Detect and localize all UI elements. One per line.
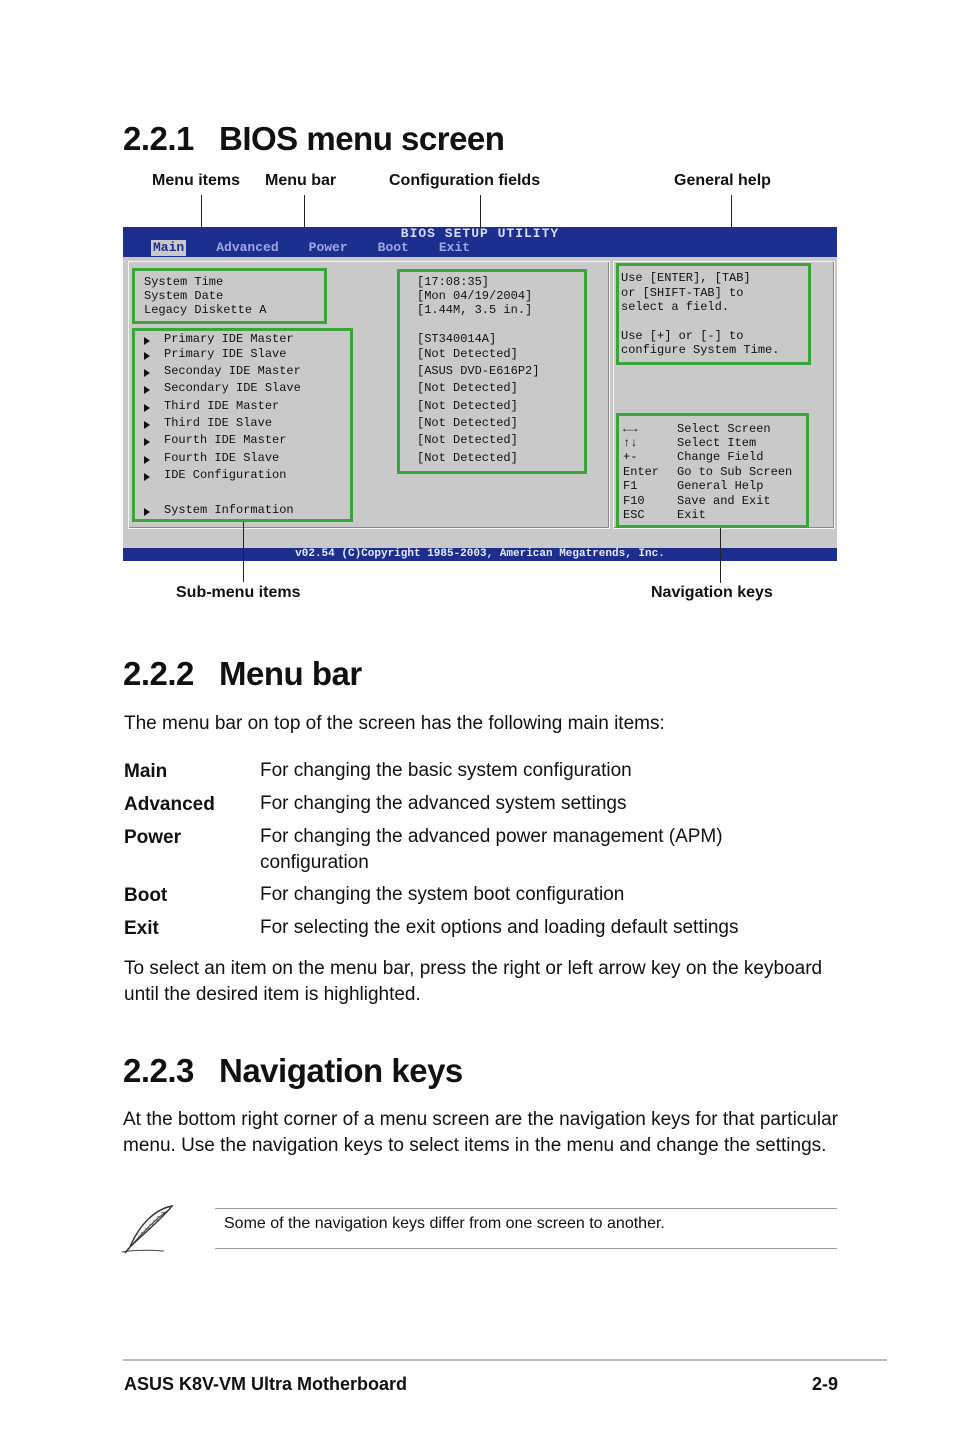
callout-menu-bar: Menu bar	[265, 172, 337, 189]
menu-desc-exit: For selecting the exit options and loading default settings	[260, 917, 739, 938]
bios-menu-boot[interactable]: Boot	[377, 240, 409, 255]
menu-term-exit: Exit	[124, 918, 159, 939]
navigation-keys-body: At the bottom right corner of a menu screen are the navigation keys for that particular menu. Use the navigation keys to select items in the menu and change the settings.	[123, 1109, 838, 1156]
section-heading-navigation-keys	[123, 1052, 463, 1090]
bios-item-system-time[interactable]: System Time	[144, 275, 224, 289]
callout-navigation-keys: Navigation keys	[651, 584, 773, 601]
bios-item-legacy-diskette[interactable]: Legacy Diskette A	[144, 303, 267, 317]
nav-key: ↑↓	[623, 436, 638, 450]
highlight-menu-items	[132, 268, 327, 324]
quill-pen-icon	[120, 1203, 178, 1255]
bios-subitem-third-ide-slave[interactable]: Third IDE Slave	[164, 416, 273, 430]
nav-action: Select Screen	[677, 422, 771, 436]
nav-action: Exit	[677, 508, 706, 522]
menu-term-main: Main	[124, 761, 168, 782]
footer-page-number: 2-9	[812, 1374, 839, 1394]
menu-desc-advanced: For changing the advanced system settings	[260, 793, 627, 814]
bios-subitem-primary-ide-slave[interactable]: Primary IDE Slave	[164, 347, 287, 361]
footer-rule	[123, 1359, 887, 1361]
nav-key: F10	[623, 494, 645, 508]
nav-key: F1	[623, 479, 638, 493]
nav-action: Save and Exit	[677, 494, 771, 508]
menu-desc-boot: For changing the system boot configuration	[260, 884, 625, 905]
bios-field-fourth-ide-master: [Not Detected]	[417, 433, 518, 447]
menu-term-power: Power	[124, 827, 182, 848]
nav-key: +-	[623, 450, 638, 464]
section-heading-bios-menu-screen	[123, 120, 504, 158]
nav-action: Go to Sub Screen	[677, 465, 793, 479]
menu-bar-intro: The menu bar on top of the screen has the following main items:	[124, 713, 665, 734]
nav-key: ESC	[623, 508, 645, 522]
bios-field-secondary-ide-master: [ASUS DVD-E616P2]	[417, 364, 540, 378]
highlight-configuration-fields	[397, 269, 587, 474]
bios-field-system-time[interactable]: [17:08:35]	[417, 275, 490, 289]
bios-menu-main[interactable]: Main	[153, 240, 185, 255]
bios-field-secondary-ide-slave: [Not Detected]	[417, 381, 518, 395]
nav-action: Select Item	[677, 436, 757, 450]
bios-subitem-fourth-ide-master[interactable]: Fourth IDE Master	[164, 433, 287, 447]
callout-menu-items: Menu items	[152, 172, 241, 189]
bios-field-legacy-diskette[interactable]: [1.44M, 3.5 in.]	[417, 303, 533, 317]
bios-menu-exit[interactable]: Exit	[438, 240, 471, 255]
section-title: BIOS menu screen	[219, 120, 505, 157]
menu-term-boot: Boot	[124, 885, 168, 906]
note-rule-bottom	[215, 1248, 837, 1249]
note-rule-top	[215, 1208, 837, 1209]
menu-bar-outro: To select an item on the menu bar, press the right or left arrow key on the keyboard until the desired item is highlighted.	[124, 958, 823, 1005]
bios-menu-advanced[interactable]: Advanced	[216, 240, 279, 255]
callout-configuration-fields: Configuration fields	[389, 172, 541, 189]
menu-term-advanced: Advanced	[124, 794, 215, 815]
bios-item-system-date[interactable]: System Date	[144, 289, 224, 303]
bios-subitem-system-information[interactable]: System Information	[164, 503, 294, 517]
bios-help-line: or [SHIFT-TAB] to	[621, 286, 744, 300]
bios-menu-power[interactable]: Power	[308, 240, 348, 255]
bios-title-bar	[123, 227, 837, 257]
bios-subitem-fourth-ide-slave[interactable]: Fourth IDE Slave	[164, 451, 280, 465]
bios-field-system-date[interactable]: [Mon 04/19/2004]	[417, 289, 533, 303]
section-title: Menu bar	[219, 655, 362, 692]
section-number: 2.2.1	[123, 120, 194, 157]
bios-subitem-third-ide-master[interactable]: Third IDE Master	[164, 399, 280, 413]
bios-copyright-bar: v02.54 (C)Copyright 1985-2003, American Megatrends, Inc.	[123, 548, 837, 561]
nav-key: ←→	[623, 422, 638, 436]
bios-field-third-ide-master: [Not Detected]	[417, 399, 518, 413]
bios-subitem-secondary-ide-slave[interactable]: Secondary IDE Slave	[164, 381, 301, 395]
bios-help-line: select a field.	[621, 300, 730, 314]
bios-help-line: Use [+] or [-] to	[621, 329, 744, 343]
bios-subitem-secondary-ide-master[interactable]: Seconday IDE Master	[164, 364, 301, 378]
section-title: Navigation keys	[219, 1052, 463, 1089]
bios-field-primary-ide-slave: [Not Detected]	[417, 347, 518, 361]
callout-sub-menu-items: Sub-menu items	[176, 584, 301, 601]
leader-line-sub-menu-items	[243, 522, 244, 582]
bios-help-line: Use [ENTER], [TAB]	[621, 271, 751, 285]
menu-desc-power: For changing the advanced power management (APM) configuration	[260, 826, 723, 873]
footer-product-name: ASUS K8V-VM Ultra Motherboard	[124, 1374, 408, 1394]
bios-menu-bar	[151, 240, 500, 256]
callout-general-help: General help	[674, 172, 771, 189]
bios-subitem-ide-configuration[interactable]: IDE Configuration	[164, 468, 287, 482]
section-heading-menu-bar	[123, 655, 362, 693]
section-number: 2.2.2	[123, 655, 194, 692]
note-text: Some of the navigation keys differ from one screen to another.	[224, 1215, 665, 1232]
leader-line-navigation-keys	[720, 528, 721, 583]
bios-field-third-ide-slave: [Not Detected]	[417, 416, 518, 430]
section-number: 2.2.3	[123, 1052, 194, 1089]
bios-help-line: configure System Time.	[621, 343, 780, 357]
highlight-sub-menu-items	[132, 328, 353, 522]
nav-action: Change Field	[677, 450, 764, 464]
nav-key: Enter	[623, 465, 660, 479]
menu-desc-main: For changing the basic system configuration	[260, 760, 632, 781]
bios-field-primary-ide-master: [ST340014A]	[417, 332, 497, 346]
highlight-navigation-keys	[616, 413, 809, 528]
nav-action: General Help	[677, 479, 764, 493]
bios-field-fourth-ide-slave: [Not Detected]	[417, 451, 518, 465]
bios-screen	[123, 227, 837, 561]
bios-title: BIOS SETUP UTILITY	[400, 226, 560, 241]
highlight-general-help	[616, 263, 811, 365]
bios-subitem-primary-ide-master[interactable]: Primary IDE Master	[164, 332, 294, 346]
